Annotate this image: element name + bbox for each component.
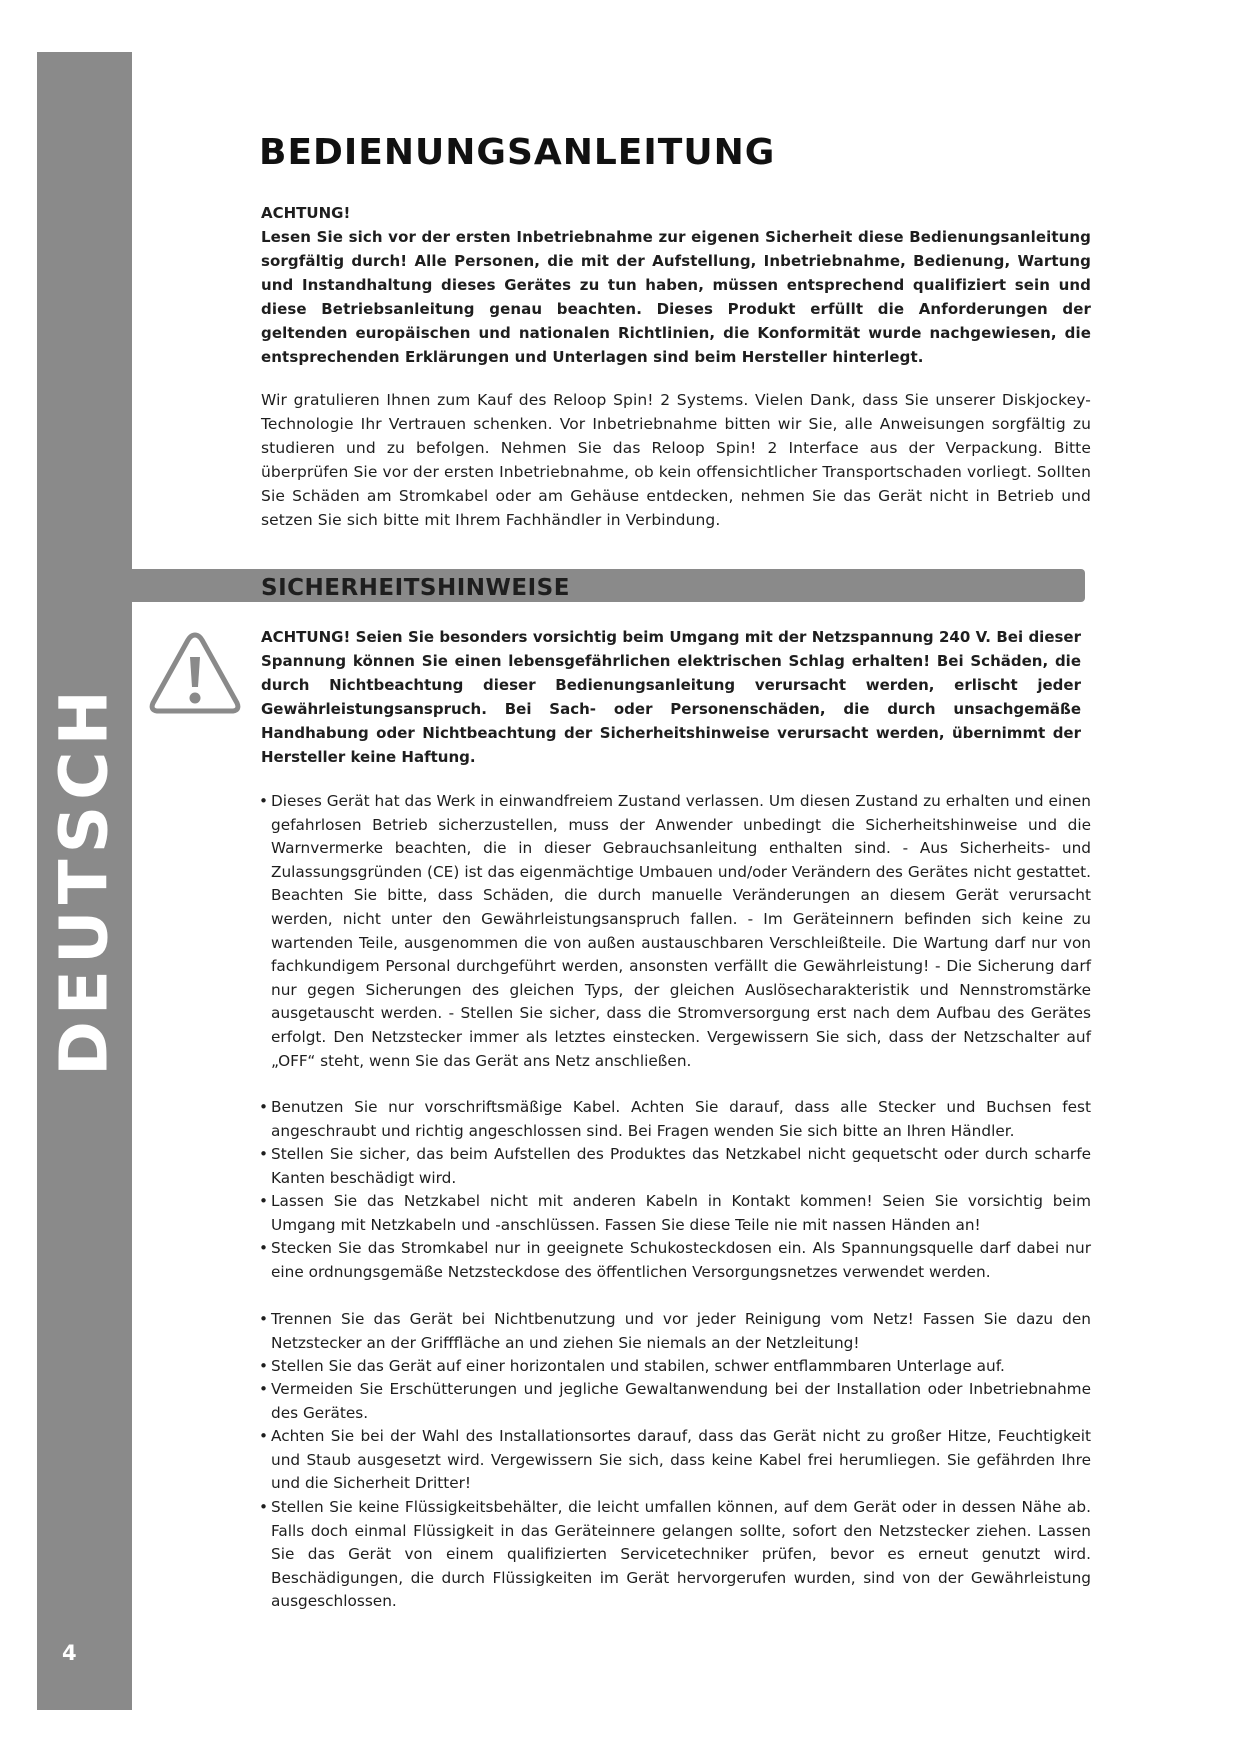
intro-paragraph: Wir gratulieren Ihnen zum Kauf des Reloop Spin! 2 Systems. Vielen Dank, dass Sie unserer Diskjockey-Technologie Ihr Vertrauen schenken. Vor Inbetriebnahme bitten wir Sie, alle Anweisungen sorgfältig zu studieren und zu befolgen. Nehmen Sie das Reloop Spin! 2 Interface aus der Verpackung. Bitte überprüfen Sie vor der ersten Inbetriebnahme, ob kein offensichtlicher Transportschaden vorliegt. Sollten Sie Schäden am Stromkabel oder am Gehäuse entdecken, nehmen Sie das Gerät nicht in Betrieb und setzen Sie sich bitte mit Ihrem Fachhändler in Verbindung. [261, 391, 1091, 529]
list-item: • Stellen Sie keine Flüssigkeitsbehälter, die leicht umfallen können, auf dem Gerät oder in dessen Nähe ab. Falls doch einmal Flüssigkeit in das Geräteinnere gelangen sollte, sofort den Netzstecker ziehen. Lassen Sie das Gerät von einem qualifizierten Servicetechniker prüfen, bevor es erneut genutzt wird. Beschädigungen, die durch Flüssigkeiten im Gerät hervorgerufen wurden, sind von der Gewährleistung ausgeschlossen. [259, 1498, 1091, 1611]
list-item: • Stellen Sie das Gerät auf einer horizontalen und stabilen, schwer entflammbaren Unterlage auf. [259, 1357, 1005, 1375]
warning-body: Lesen Sie sich vor der ersten Inbetriebnahme zur eigenen Sicherheit diese Bedienungsanleitung sorgfältig durch! Alle Personen, die mit der Aufstellung, Inbetriebnahme, Bedienung, Wartung und Instandhaltung dieses Gerätes zu tun haben, müssen entsprechend qualifiziert sein und diese Betriebsanleitung genau beachten. Dieses Produkt erfüllt die Anforderungen der geltenden europäischen und nationalen Richtlinien, die Konformität wurde nachgewiesen, die entsprechenden Erklärungen und Unterlagen sind beim Hersteller hinterlegt. [261, 228, 1091, 366]
list-item: • Stellen Sie sicher, das beim Aufstellen des Produktes das Netzkabel nicht gequetscht oder durch scharfe Kanten beschädigt wird. [259, 1145, 1091, 1187]
language-label: DEUTSCH [45, 684, 123, 1076]
warning-triangle-icon [147, 629, 243, 717]
page-number: 4 [62, 1641, 77, 1665]
list-item: • Stecken Sie das Stromkabel nur in geeignete Schukosteckdosen ein. Als Spannungsquelle darf dabei nur eine ordnungsgemäße Netzsteckdose des öffentlichen Versorgungsnetzes verwendet werden. [259, 1239, 1091, 1281]
list-item: • Trennen Sie das Gerät bei Nichtbenutzung und vor jeder Reinigung vom Netz! Fassen Sie dazu den Netzstecker an der Grifffläche an und ziehen Sie niemals an der Netzleitung! [259, 1310, 1091, 1352]
list-item: • Dieses Gerät hat das Werk in einwandfreiem Zustand verlassen. Um diesen Zustand zu erhalten und einen gefahrlosen Betrieb sicherzustellen, muss der Anwender unbedingt die Sicherheitshinweise und die Warnvermerke beachten, die in dieser Gebrauchsanleitung enthalten sind. - Aus Sicherheits- und Zulassungsgründen (CE) ist das eigenmächtige Umbauen und/oder Verändern des Gerätes nicht gestattet. Beachten Sie bitte, dass Schäden, die durch manuelle Veränderungen an diesem Gerät verursacht werden, nicht unter den Gewährleistungsanspruch fallen. - Im Geräteinnern befinden sich keine zu wartenden Teile, ausgenommen die von außen austauschbaren Verschleißteile. Die Wartung darf nur von fachkundigem Personal durchgeführt werden, ansonsten verfällt die Gewährleistung! - Die Sicherung darf nur gegen Sicherungen des gleichen Typs, der gleichen Auslösecharakteristik und Nennstromstärke ausgetauscht werden. - Stellen Sie sicher, dass die Stromversorgung erst nach dem Aufbau des Gerätes erfolgt. Den Netzstecker immer als letztes einstecken. Vergewissern Sie sich, dass der Netzschalter auf „OFF“ steht, wenn Sie das Gerät ans Netz anschließen. [259, 792, 1091, 1070]
warning-heading: ACHTUNG! [261, 204, 351, 222]
list-item: • Vermeiden Sie Erschütterungen und jegliche Gewaltanwendung bei der Installation oder Inbetriebnahme des Gerätes. [259, 1380, 1091, 1422]
safety-warning: ACHTUNG! Seien Sie besonders vorsichtig beim Umgang mit der Netzspannung 240 V. Bei dieser Spannung können Sie einen lebensgefährlichen elektrischen Schlag erhalten! Bei Schäden, die durch Nichtbeachtung dieser Bedienungsanleitung verursacht werden, erlischt jeder Gewährleistungsanspruch. Bei Sach- oder Personenschäden, die durch unsachgemäße Handhabung oder Nichtbeachtung der Sicherheitshinweise verursacht werden, übernimmt der Hersteller keine Haftung. [261, 628, 1081, 766]
section-title: SICHERHEITSHINWEISE [261, 575, 570, 601]
page-title: BEDIENUNGSANLEITUNG [259, 132, 776, 173]
list-item: • Achten Sie bei der Wahl des Installationsortes darauf, dass das Gerät nicht zu großer Hitze, Feuchtigkeit und Staub ausgesetzt wird. Vergewissern Sie sich, dass keine Kabel frei herumliegen. Sie gefährden Ihre und die Sicherheit Dritter! [259, 1427, 1091, 1493]
list-item: • Benutzen Sie nur vorschriftsmäßige Kabel. Achten Sie darauf, dass alle Stecker und Buchsen fest angeschraubt und richtig angeschlossen sind. Bei Fragen wenden Sie sich bitte an Ihren Händler. [259, 1098, 1091, 1140]
list-item: • Lassen Sie das Netzkabel nicht mit anderen Kabeln in Kontakt kommen! Seien Sie vorsichtig beim Umgang mit Netzkabeln und -anschlüssen. Fassen Sie diese Teile nie mit nassen Händen an! [259, 1192, 1091, 1234]
